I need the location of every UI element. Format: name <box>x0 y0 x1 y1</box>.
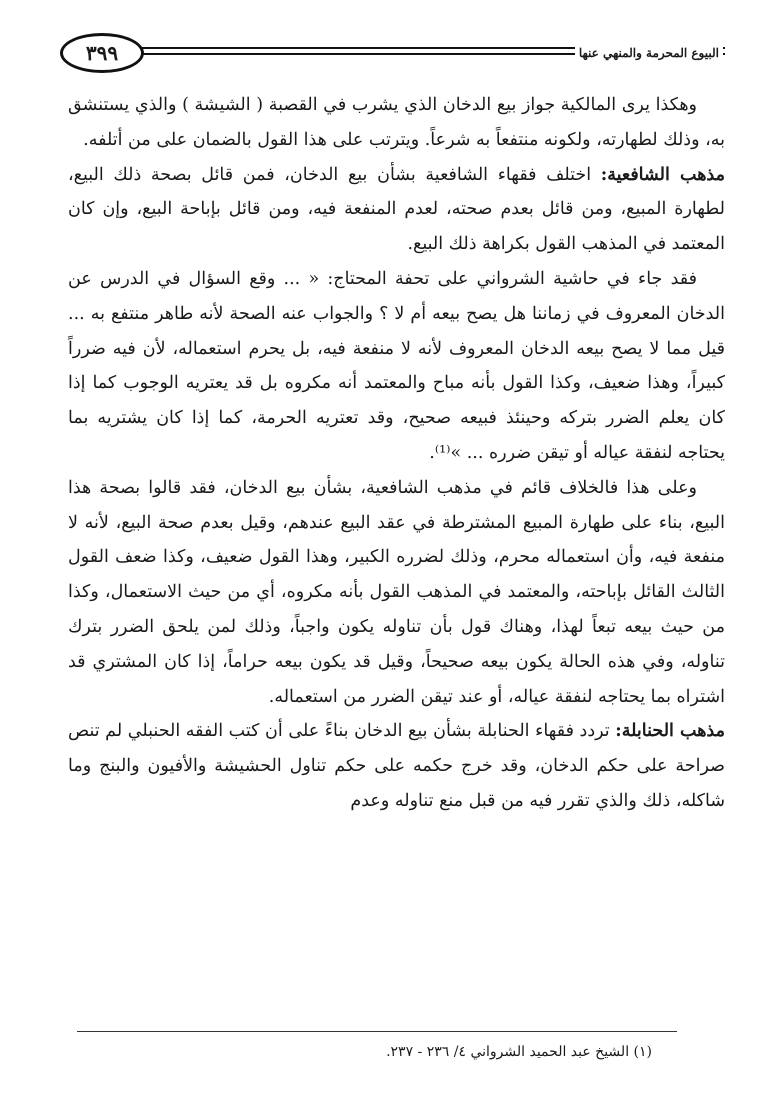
footnote: (١) الشيخ عبد الحميد الشرواني ٤/ ٢٣٦ - ٢٣٧. <box>386 1044 652 1060</box>
paragraph <box>68 262 725 471</box>
paragraph-text: فقد جاء في حاشية الشرواني على تحفة المحتاج: « ... وقع السؤال في الدرس عن الدخان المعروف في زماننا هل يصح بيعه أم لا ؟ والجواب عنه الصحة لأنه طاهر منتفع به ... قيل مما لا يصح بيعه الدخان المعروف لأنه لا منفعة فيه، بل يحرم استعماله، لأن فيه ضرراً كبيراً، وهذا ضعيف، وكذا القول بأنه مباح والمعتمد أنه مكروه بل قد يعتريه الوجوب كما إذا كان يعلم الضرر بتركه وحينئذ فبيعه صحيح، وقد تعتريه الحرمة، كما إذا كان يشتريه بما يحتاجه لنفقة عياله أو تيقن ضرره ... »⁽¹⁾. <box>68 268 725 463</box>
paragraph-text: وعلى هذا فالخلاف قائم في مذهب الشافعية، بشأن بيع الدخان، فقد قالوا بصحة هذا البيع، بناء على طهارة المبيع المشترطة في عقد البيع عندهم، وقيل بعدم صحة البيع، لأنه لا منفعة فيه، وأن استعماله محرم، وذلك لضرره الكبير، وهذا القول ضعيف، وكذا ضعف القول الثالث القائل بإباحته، والمعتمد في المذهب القول بأنه مكروه، أي من حيث الاستعمال، وكذا من حيث بيعه تبعاً لهذا، وهناك قول بأن تناوله يكون واجباً، وذلك لمن يلحق الضرر بترك تناوله، وفي هذه الحالة يكون بيعه صحيحاً، وقيل قد يكون بيعه حراماً، إذا كان المشتري قد اشتراه بما يحتاجه لنفقة عياله، أو عند تيقن الضرر من استعماله. <box>68 477 725 707</box>
paragraph-lead: مذهب الشافعية: <box>600 164 725 185</box>
paragraph <box>68 714 725 818</box>
paragraph <box>68 471 725 715</box>
paragraph-text: وهكذا يرى المالكية جواز بيع الدخان الذي يشرب في القصبة ( الشيشة ) والذي يستنشق به، وذلك لطهارته، ولكونه منتفعاً به شرعاً. ويترتب على هذا القول بالضمان على من أتلفه. <box>68 95 725 150</box>
paragraph-text: اختلف فقهاء الشافعية بشأن بيع الدخان، فمن قائل بصحة ذلك البيع، لطهارة المبيع، ومن قائل بعدم صحته، لعدم المنفعة فيه، ومن قائل بإباحة البيع، وإن كان المعتمد في المذهب القول بكراهة ذلك البيع. <box>68 164 725 255</box>
paragraph-text: تردد فقهاء الحنابلة بشأن بيع الدخان بناءً على أن كتب الفقه الحنبلي لم تنص صراحة على حكم الدخان، وقد خرج حكمه على حكم تناول الحشيشة والأفيون والبنج وما شاكله، ذلك والذي تقرر فيه من قبل منع تناوله وعدم <box>68 721 725 811</box>
paragraph <box>68 158 725 262</box>
paragraph <box>68 88 725 158</box>
running-title: البيوع المحرمة والمنهي عنها <box>575 46 723 60</box>
page-number: ٣٩٩ <box>60 33 144 73</box>
footnote-rule <box>77 1031 677 1032</box>
body-text <box>68 88 725 819</box>
paragraph-lead: مذهب الحنابلة: <box>615 721 725 742</box>
